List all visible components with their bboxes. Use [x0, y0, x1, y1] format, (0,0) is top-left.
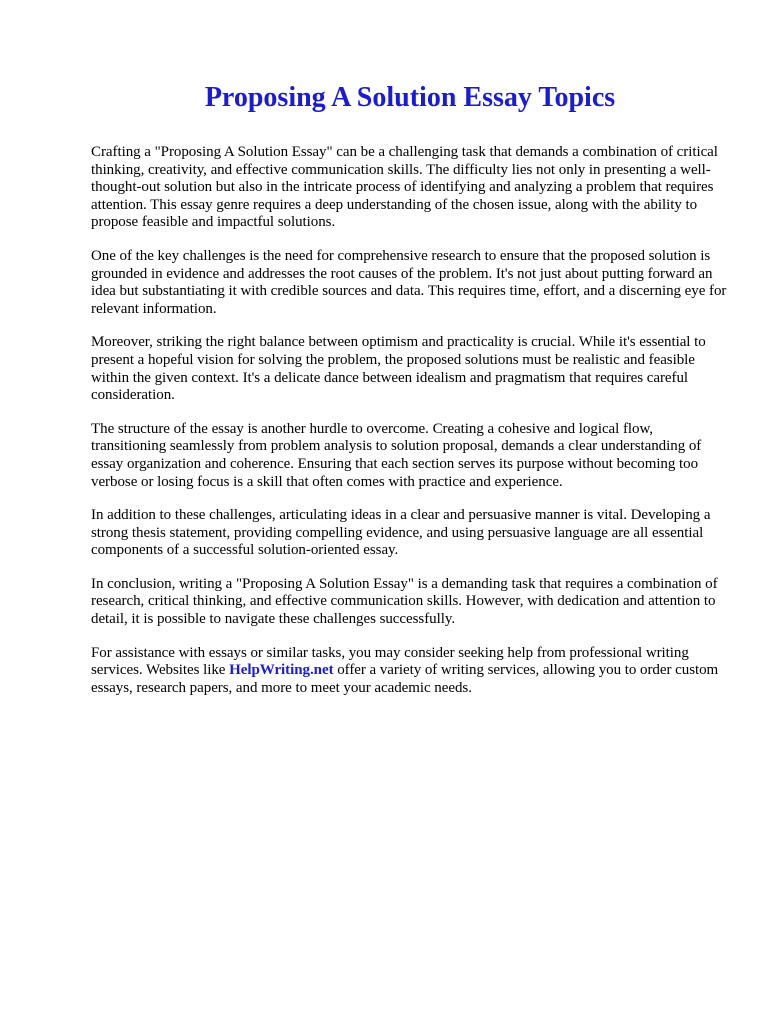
paragraph-intro: Crafting a "Proposing A Solution Essay" can be a challenging task that demands a combination of critical thinking, creativity, and effective communication skills. The difficulty lies not only in presenting a well-thought-out solution but also in the intricate process of identifying and analyzing a problem that requires attention. This essay genre requires a deep understanding of the chosen issue, along with the ability to propose feasible and impactful solutions. [91, 144, 718, 231]
assistance-text-before: For assistance with essays or similar tasks, you may consider seeking help from professional writing services. Websites like [91, 644, 689, 679]
assistance-text-after: offer a variety of writing services, allowing you to order custom essays, research papers, and more to meet your academic needs. [91, 662, 719, 696]
paragraph-balance: Moreover, striking the right balance between optimism and practicality is crucial. While it's essential to present a hopeful vision for solving the problem, the proposed solutions must be realistic and feasible within the given context. It's a delicate dance between idealism and pragmatism that requires careful consideration. [91, 334, 706, 404]
document-body [91, 144, 731, 713]
paragraph-articulation: In addition to these challenges, articulating ideas in a clear and persuasive manner is vital. Developing a strong thesis statement, providing compelling evidence, and using persuasive language are all essential components of a successful solution-oriented essay. [91, 507, 711, 559]
page-title: Proposing A Solution Essay Topics [204, 82, 616, 113]
paragraph-structure: The structure of the essay is another hurdle to overcome. Creating a cohesive and logical flow, transitioning seamlessly from problem analysis to solution proposal, demands a clear understanding of essay organization and coherence. Ensuring that each section serves its purpose without becoming too verbose or losing focus is a skill that often comes with practice and experience. [91, 420, 702, 490]
paragraph-research: One of the key challenges is the need for comprehensive research to ensure that the proposed solution is grounded in evidence and addresses the root causes of the problem. It's not just about putting forward an idea but substantiating it with credible sources and data. This requires time, effort, and a discerning eye for relevant information. [91, 247, 727, 317]
paragraph-conclusion: In conclusion, writing a "Proposing A Solution Essay" is a demanding task that requires a combination of research, critical thinking, and effective communication skills. However, with dedication and attention to detail, it is possible to navigate these challenges successfully. [91, 575, 718, 628]
helpwriting-link[interactable]: HelpWriting.net [229, 662, 334, 679]
paragraph-assistance [91, 645, 731, 698]
